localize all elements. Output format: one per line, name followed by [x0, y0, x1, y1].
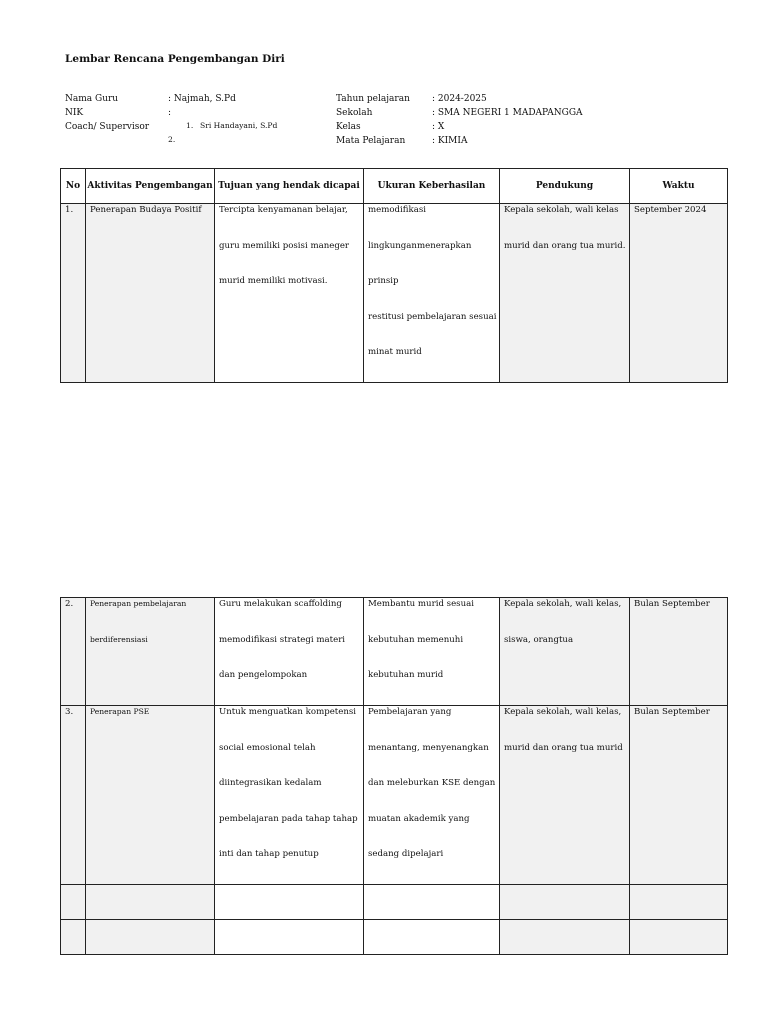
row3-ukuran	[364, 706, 500, 885]
empty-cell	[86, 885, 215, 920]
header-aktivitas: Aktivitas Pengembangan	[86, 169, 215, 204]
row3-tujuan-line: inti dan tahap penutup	[219, 849, 319, 859]
row3-ukuran-line: muatan akademik yang	[368, 813, 470, 824]
table-row	[61, 706, 728, 885]
row3-tujuan	[215, 706, 364, 885]
row1-pendukung-line: Kepala sekolah, wali kelas	[504, 205, 619, 215]
header-ukuran: Ukuran Keberhasilan	[364, 169, 500, 204]
header-waktu: Waktu	[630, 169, 728, 204]
table-row	[61, 204, 728, 383]
row1-waktu-text: September 2024	[634, 205, 707, 215]
coach-item-2-number: 2.	[168, 135, 176, 144]
row3-ukuran-line: dan meleburkan KSE dengan	[368, 778, 496, 788]
row2-pendukung-line: Kepala sekolah, wali kelas,	[504, 599, 622, 609]
empty-cell	[215, 885, 364, 920]
row2-ukuran-line: kebutuhan murid	[368, 670, 444, 680]
row2-aktivitas	[86, 598, 215, 706]
tahun-pelajaran-label: Tahun pelajaran	[336, 94, 410, 104]
row2-no-text: 2.	[65, 599, 74, 609]
row3-tujuan-line: diintegrasikan kedalam	[219, 778, 322, 788]
table-row-empty	[61, 920, 728, 955]
row3-ukuran-line: Pembelajaran yang	[368, 707, 452, 717]
school-info	[336, 92, 636, 152]
row1-tujuan-line: murid memiliki motivasi.	[219, 276, 328, 286]
header-tujuan: Tujuan yang hendak dicapai	[215, 169, 364, 204]
row3-aktivitas	[86, 706, 215, 885]
sekolah-label: Sekolah	[336, 108, 373, 118]
row3-pendukung	[500, 706, 630, 885]
empty-cell	[86, 920, 215, 955]
development-plan-table	[60, 168, 728, 383]
table-row-empty	[61, 885, 728, 920]
row3-ukuran-line: menantang, menyenangkan	[368, 742, 489, 753]
row2-ukuran-line: Membantu murid sesuai	[368, 599, 474, 609]
row1-pendukung	[500, 204, 630, 383]
table-header-row	[61, 169, 728, 204]
header-no: No	[61, 169, 86, 204]
row3-tujuan-line: social emosional telah	[219, 742, 316, 753]
row2-aktivitas-line: berdiferensiasi	[90, 634, 148, 644]
row1-aktivitas	[86, 204, 215, 383]
mata-pelajaran-label: Mata Pelajaran	[336, 136, 406, 146]
empty-cell	[500, 920, 630, 955]
development-plan-table-continued	[60, 597, 728, 955]
row2-pendukung-line: siswa, orangtua	[504, 634, 574, 645]
row1-ukuran-line: memodifikasi	[368, 205, 427, 215]
row3-waktu	[630, 706, 728, 885]
kelas-value: : X	[432, 122, 445, 132]
coach-item-1-name: Sri Handayani, S.Pd	[200, 121, 278, 130]
row2-tujuan-line: Guru melakukan scaffolding	[219, 599, 342, 609]
row1-tujuan	[215, 204, 364, 383]
mata-pelajaran-value: : KIMIA	[432, 136, 468, 146]
row3-ukuran-line: sedang dipelajari	[368, 849, 444, 859]
row1-aktivitas-text: Penerapan Budaya Positif	[90, 205, 202, 215]
row1-pendukung-line: murid dan orang tua murid.	[504, 240, 626, 251]
row3-tujuan-line: pembelajaran pada tahap tahap	[219, 813, 358, 824]
row1-tujuan-line: Tercipta kenyamanan belajar,	[219, 205, 348, 215]
row3-tujuan-line: Untuk menguatkan kompetensi	[219, 707, 357, 717]
row2-aktivitas-line: Penerapan pembelajaran	[90, 599, 187, 608]
empty-cell	[61, 885, 86, 920]
document-title: Lembar Rencana Pengembangan Diri	[65, 53, 285, 65]
row2-tujuan-line: dan pengelompokan	[219, 670, 308, 680]
row1-waktu	[630, 204, 728, 383]
row1-ukuran-line: minat murid	[368, 347, 422, 357]
empty-cell	[630, 885, 728, 920]
coach-label: Coach/ Supervisor	[65, 122, 150, 132]
row3-waktu-text: Bulan September	[634, 707, 710, 717]
row2-ukuran-line: kebutuhan memenuhi	[368, 634, 464, 645]
header-pendukung: Pendukung	[500, 169, 630, 204]
row3-pendukung-line: murid dan orang tua murid	[504, 742, 623, 753]
empty-cell	[364, 885, 500, 920]
empty-cell	[500, 885, 630, 920]
teacher-info	[65, 92, 315, 152]
row3-no-text: 3.	[65, 707, 74, 717]
row2-tujuan	[215, 598, 364, 706]
row1-tujuan-line: guru memiliki posisi maneger	[219, 240, 350, 251]
nama-guru-label: Nama Guru	[65, 94, 119, 104]
nik-label: NIK	[65, 108, 84, 118]
row3-pendukung-line: Kepala sekolah, wali kelas,	[504, 707, 622, 717]
row3-no	[61, 706, 86, 885]
row2-waktu	[630, 598, 728, 706]
coach-item-1-number: 1.	[186, 121, 194, 130]
nama-guru-value: : Najmah, S.Pd	[168, 94, 236, 104]
empty-cell	[364, 920, 500, 955]
row2-no	[61, 598, 86, 706]
empty-cell	[630, 920, 728, 955]
empty-cell	[215, 920, 364, 955]
tahun-pelajaran-value: : 2024-2025	[432, 94, 487, 104]
row2-tujuan-line: memodifikasi strategi materi	[219, 634, 346, 645]
row2-pendukung	[500, 598, 630, 706]
table-row	[61, 598, 728, 706]
row1-ukuran-line: restitusi pembelajaran sesuai	[368, 311, 497, 322]
sekolah-value: : SMA NEGERI 1 MADAPANGGA	[432, 108, 583, 118]
empty-cell	[61, 920, 86, 955]
row2-ukuran	[364, 598, 500, 706]
row1-ukuran-line: lingkunganmenerapkan	[368, 240, 472, 251]
row1-ukuran-line: prinsip	[368, 276, 399, 286]
row1-no	[61, 204, 86, 383]
row3-aktivitas-text: Penerapan PSE	[90, 707, 150, 716]
nik-value: :	[168, 108, 172, 118]
row1-ukuran	[364, 204, 500, 383]
row2-waktu-text: Bulan September	[634, 599, 710, 609]
kelas-label: Kelas	[336, 122, 361, 132]
row1-no-text: 1.	[65, 205, 74, 215]
